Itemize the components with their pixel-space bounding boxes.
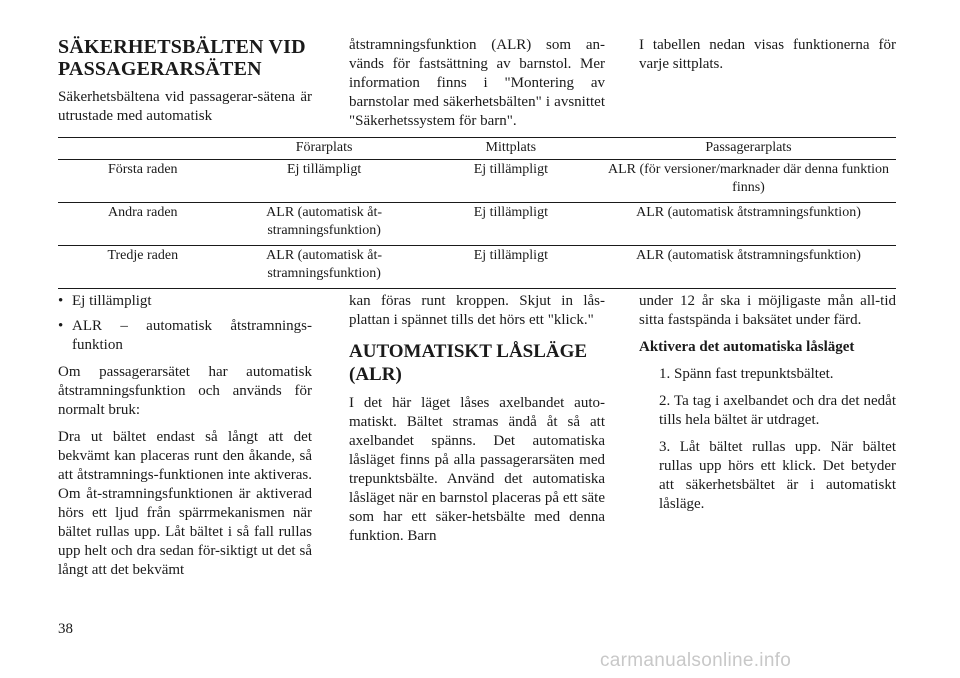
seat-function-table xyxy=(58,137,896,289)
table-cell: Första raden xyxy=(107,162,178,177)
normal-use-paragraph: Om passagerarsätet har automatisk åtstramningsfunktion och används för normalt bruk: xyxy=(58,364,312,418)
table-header-row xyxy=(58,138,896,160)
list-item: • ALR – automatisk åtstramnings-funktion xyxy=(58,317,312,355)
activate-subheading: Aktivera det automatiska låsläget xyxy=(639,339,855,355)
table-cell: ALR (automatisk åt-stramningsfunktion) xyxy=(228,203,421,246)
table-cell: Tredje raden xyxy=(58,246,228,289)
step-item: 3. Låt bältet rullas upp. När bältet rullas upp hörs ett klick. Det betyder att säkerhetsbältet är i automatiskt låsläge. xyxy=(659,439,896,512)
intro-column-right xyxy=(639,36,896,82)
step-item: 2. Ta tag i axelbandet och dra det nedåt tills hela bältet är utdraget. xyxy=(659,393,896,428)
table-cell: ALR (automatisk åtstramningsfunktion) xyxy=(601,203,896,246)
body-column-middle xyxy=(349,292,605,554)
intro-paragraph-1: Säkerhetsbältena vid passagerar-sätena är utrustade med automatisk xyxy=(58,89,312,124)
intro-paragraph-2: åtstramningsfunktion (ALR) som an-vänds för fastsättning av barnstol. Mer information finns i "Montering av barnstolar med säkerhetsbälten" i avsnittet "Säkerhetssystem för barn". xyxy=(349,37,605,129)
table-cell: Ej tillämpligt xyxy=(421,246,601,289)
table-row xyxy=(58,203,896,246)
table-header-cell: Passagerarplats xyxy=(601,138,896,160)
legend-list xyxy=(58,292,312,355)
alr-paragraph: I det här läget låses axelbandet auto-matiskt. Bältet stramas ändå åt så att axelbandet spänns. Det automatiska låsläget finns på alla passagerarsäten med trepunktsbälte. Använd det automatiska låsläget när en barnstol placeras på ett säte som har ett säker-hetsbälte med denna funktion. Barn xyxy=(349,395,605,544)
continued-paragraph: kan föras runt kroppen. Skjut in lås-plattan i spännet tills det hörs ett "klick." xyxy=(349,293,605,328)
table-cell: Ej tillämpligt xyxy=(421,203,601,246)
page-title: SÄKERHETSBÄLTEN VID PASSAGERARSÄTEN xyxy=(58,36,306,80)
table-cell: ALR (automatisk åt-stramningsfunktion) xyxy=(228,246,421,289)
intro-column-left xyxy=(58,36,312,134)
list-item: • Ej tillämpligt xyxy=(58,292,312,311)
body-column-right xyxy=(639,292,896,522)
section-heading-alr: AUTOMATISKT LÅSLÄGE (ALR) xyxy=(349,341,588,385)
step-item: 1. Spänn fast trepunktsbältet. xyxy=(659,366,834,382)
children-paragraph: under 12 år ska i möjligaste mån all-tid sitta fastspända i baksätet under färd. xyxy=(639,293,896,328)
table-cell: ALR (för versioner/marknader där denna funktion finns) xyxy=(607,162,890,195)
intro-paragraph-3: I tabellen nedan visas funktionerna för varje sittplats. xyxy=(639,37,896,72)
table-row xyxy=(58,160,896,203)
page-number: 38 xyxy=(58,621,73,637)
table-row xyxy=(58,246,896,289)
table-cell: Ej tillämpligt xyxy=(473,162,548,177)
table-header-cell: Mittplats xyxy=(421,138,601,160)
intro-column-middle xyxy=(349,36,605,139)
pull-belt-paragraph: Dra ut bältet endast så långt att det bekvämt kan placeras runt den åkande, så att åtstramnings-funktionen inte aktiveras. Om åt-stramningsfunktionen är aktiverad hörs ett ljud från spärrmekanismen när bältet rullas upp. Låt bältet i så fall rullas upp helt och dra sedan för-siktigt ut det så långt att det bekvämt xyxy=(58,429,312,578)
table-cell: Ej tillämpligt xyxy=(286,162,362,177)
table-cell: ALR (automatisk åtstramningsfunktion) xyxy=(601,246,896,289)
watermark: carmanualsonline.info xyxy=(600,650,792,671)
table-cell: Andra raden xyxy=(58,203,228,246)
table-header-cell xyxy=(58,138,228,160)
body-column-left xyxy=(58,292,312,588)
table-header-cell: Förarplats xyxy=(228,138,421,160)
